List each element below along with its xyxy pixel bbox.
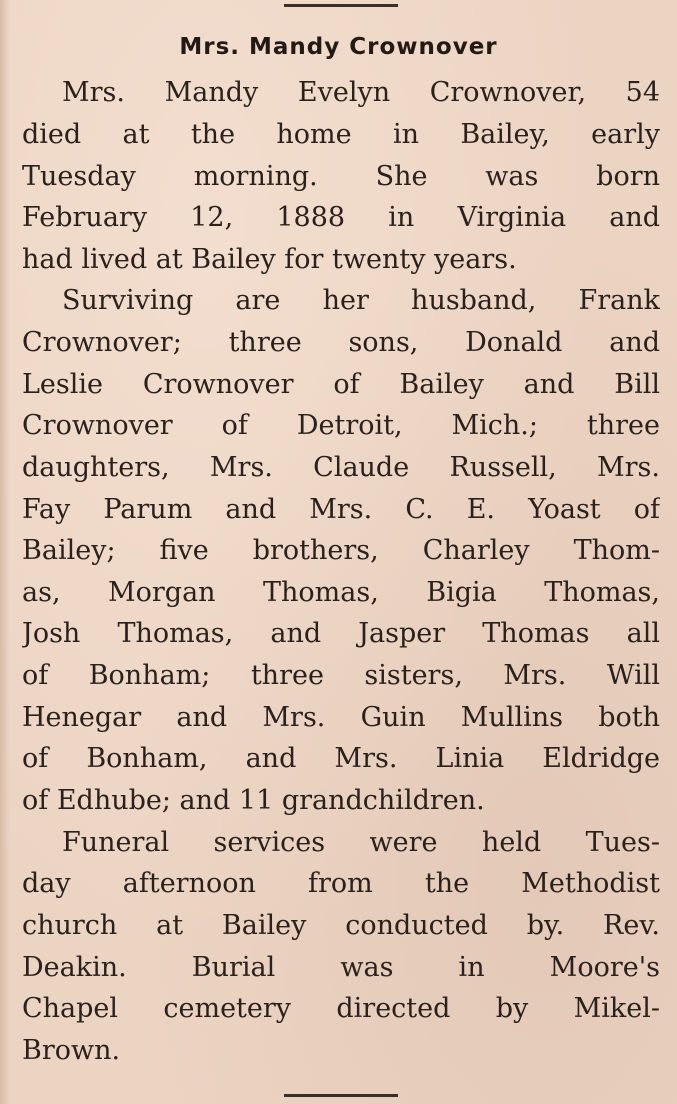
text-line: Leslie Crownover of Bailey and Bill [22,369,660,400]
text-line: daughters, Mrs. Claude Russell, Mrs. [22,452,660,483]
text-line: day afternoon from the Methodist [22,868,660,899]
text-line: died at the home in Bailey, early [22,119,660,150]
text-line: Tuesday morning. She was born [22,161,660,192]
text-line: Henegar and Mrs. Guin Mullins both [22,702,660,733]
text-line: Mrs. Mandy Evelyn Crownover, 54 [62,77,660,108]
text-line: Chapel cemetery directed by Mikel- [22,993,660,1024]
obituary-headline: Mrs. Mandy Crownover [179,34,498,60]
text-line: Crownover of Detroit, Mich.; three [22,410,660,441]
top-rule [284,4,398,7]
bottom-rule [284,1094,398,1097]
text-line: Bailey; five brothers, Charley Thom- [22,535,660,566]
text-line: Crownover; three sons, Donald and [22,327,660,358]
text-line: Surviving are her husband, Frank [62,285,660,316]
text-line: of Bonham, and Mrs. Linia Eldridge [22,743,660,774]
text-line: had lived at Bailey for twenty years. [22,244,517,275]
text-line: as, Morgan Thomas, Bigia Thomas, [22,577,660,608]
text-line: Deakin. Burial was in Moore's [22,952,660,983]
text-line: Funeral services were held Tues- [62,827,660,858]
text-line: Josh Thomas, and Jasper Thomas all [22,618,660,649]
text-line: church at Bailey conducted by. Rev. [22,910,660,941]
text-line: of Edhube; and 11 grandchildren. [22,785,485,816]
text-line: Fay Parum and Mrs. C. E. Yoast of [22,494,660,525]
text-line: February 12, 1888 in Virginia and [22,202,660,233]
text-line: of Bonham; three sisters, Mrs. Will [22,660,660,691]
paper-edge-shadow [0,0,10,1104]
text-line: Brown. [22,1035,121,1066]
